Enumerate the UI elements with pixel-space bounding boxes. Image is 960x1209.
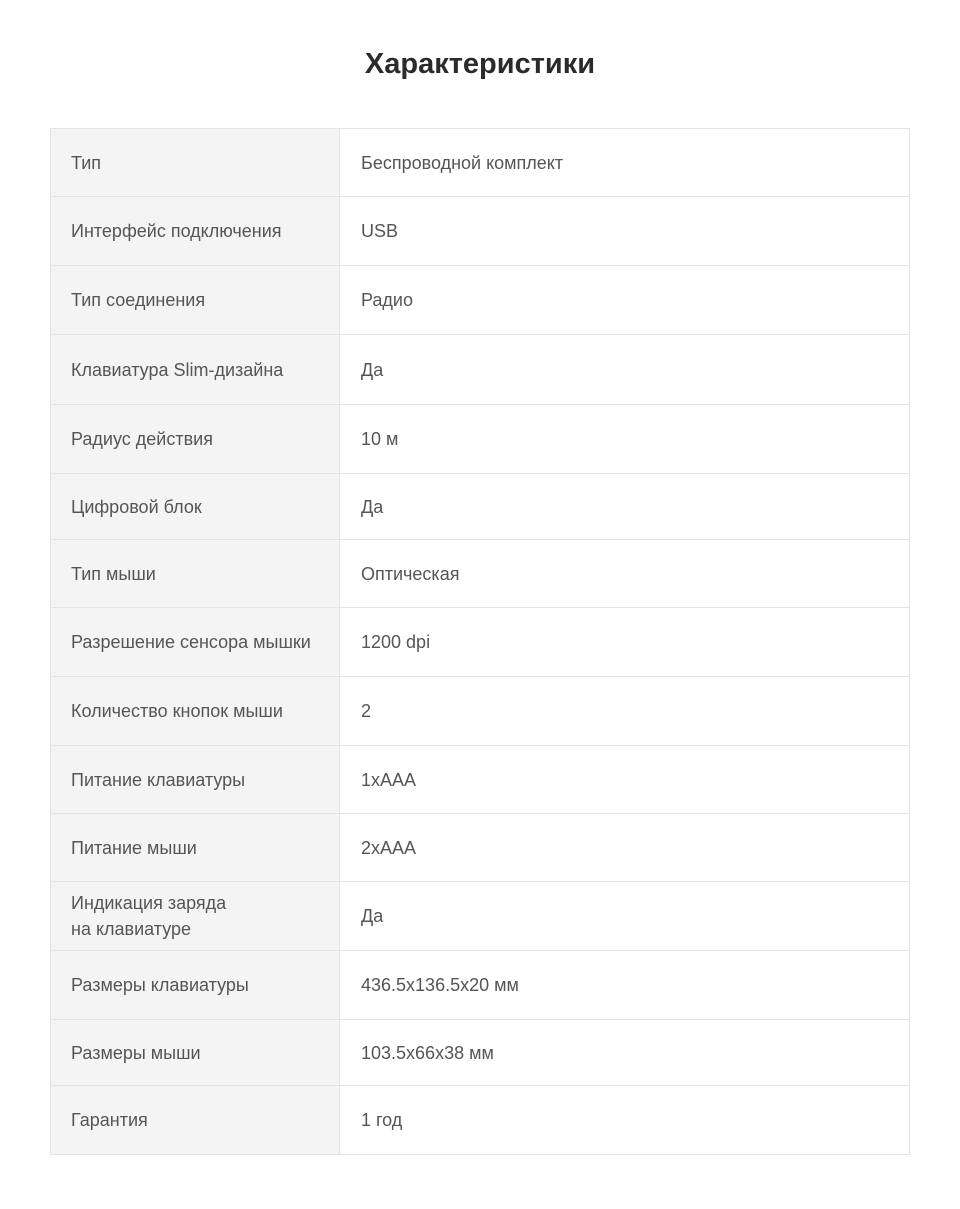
table-row (51, 266, 910, 335)
spec-label: Тип соединения (51, 266, 340, 335)
spec-value: Да (340, 335, 910, 405)
spec-label: Гарантия (51, 1086, 340, 1155)
spec-label: Тип (51, 129, 340, 197)
specs-table-body (51, 129, 910, 1155)
table-row (51, 1086, 910, 1155)
spec-label: Радиус действия (51, 405, 340, 474)
table-row (51, 197, 910, 266)
spec-label: Питание мыши (51, 814, 340, 882)
spec-label: Количество кнопок мыши (51, 677, 340, 746)
table-row (51, 677, 910, 746)
table-row (51, 951, 910, 1020)
table-row (51, 474, 910, 540)
spec-value: 1 год (340, 1086, 910, 1155)
table-row (51, 882, 910, 951)
table-row (51, 405, 910, 474)
spec-label: Питание клавиатуры (51, 746, 340, 814)
spec-value: USB (340, 197, 910, 266)
spec-label: Разрешение сенсора мышки (51, 608, 340, 677)
page-title: Характеристики (364, 48, 596, 80)
spec-value: 1200 dpi (340, 608, 910, 677)
table-row (51, 129, 910, 197)
spec-label: Интерфейс подключения (51, 197, 340, 266)
table-row (51, 608, 910, 677)
spec-value: Радио (340, 266, 910, 335)
spec-label: Тип мыши (51, 540, 340, 608)
spec-label: Размеры мыши (51, 1020, 340, 1086)
spec-value: 10 м (340, 405, 910, 474)
spec-value: Да (340, 882, 910, 951)
spec-value: 436.5x136.5x20 мм (340, 951, 910, 1020)
table-row (51, 1020, 910, 1086)
spec-label: Индикация заряда на клавиатуре (51, 882, 340, 951)
table-row (51, 746, 910, 814)
table-row (51, 540, 910, 608)
spec-value: 103.5x66x38 мм (340, 1020, 910, 1086)
table-row (51, 814, 910, 882)
spec-value: Оптическая (340, 540, 910, 608)
spec-label: Размеры клавиатуры (51, 951, 340, 1020)
spec-value: 2 (340, 677, 910, 746)
spec-value: Да (340, 474, 910, 540)
spec-value: 1хААА (340, 746, 910, 814)
table-row (51, 335, 910, 405)
specs-table (50, 128, 910, 1155)
spec-value: Беспроводной комплект (340, 129, 910, 197)
spec-label: Цифровой блок (51, 474, 340, 540)
spec-label: Клавиатура Slim-дизайна (51, 335, 340, 405)
spec-value: 2хААА (340, 814, 910, 882)
